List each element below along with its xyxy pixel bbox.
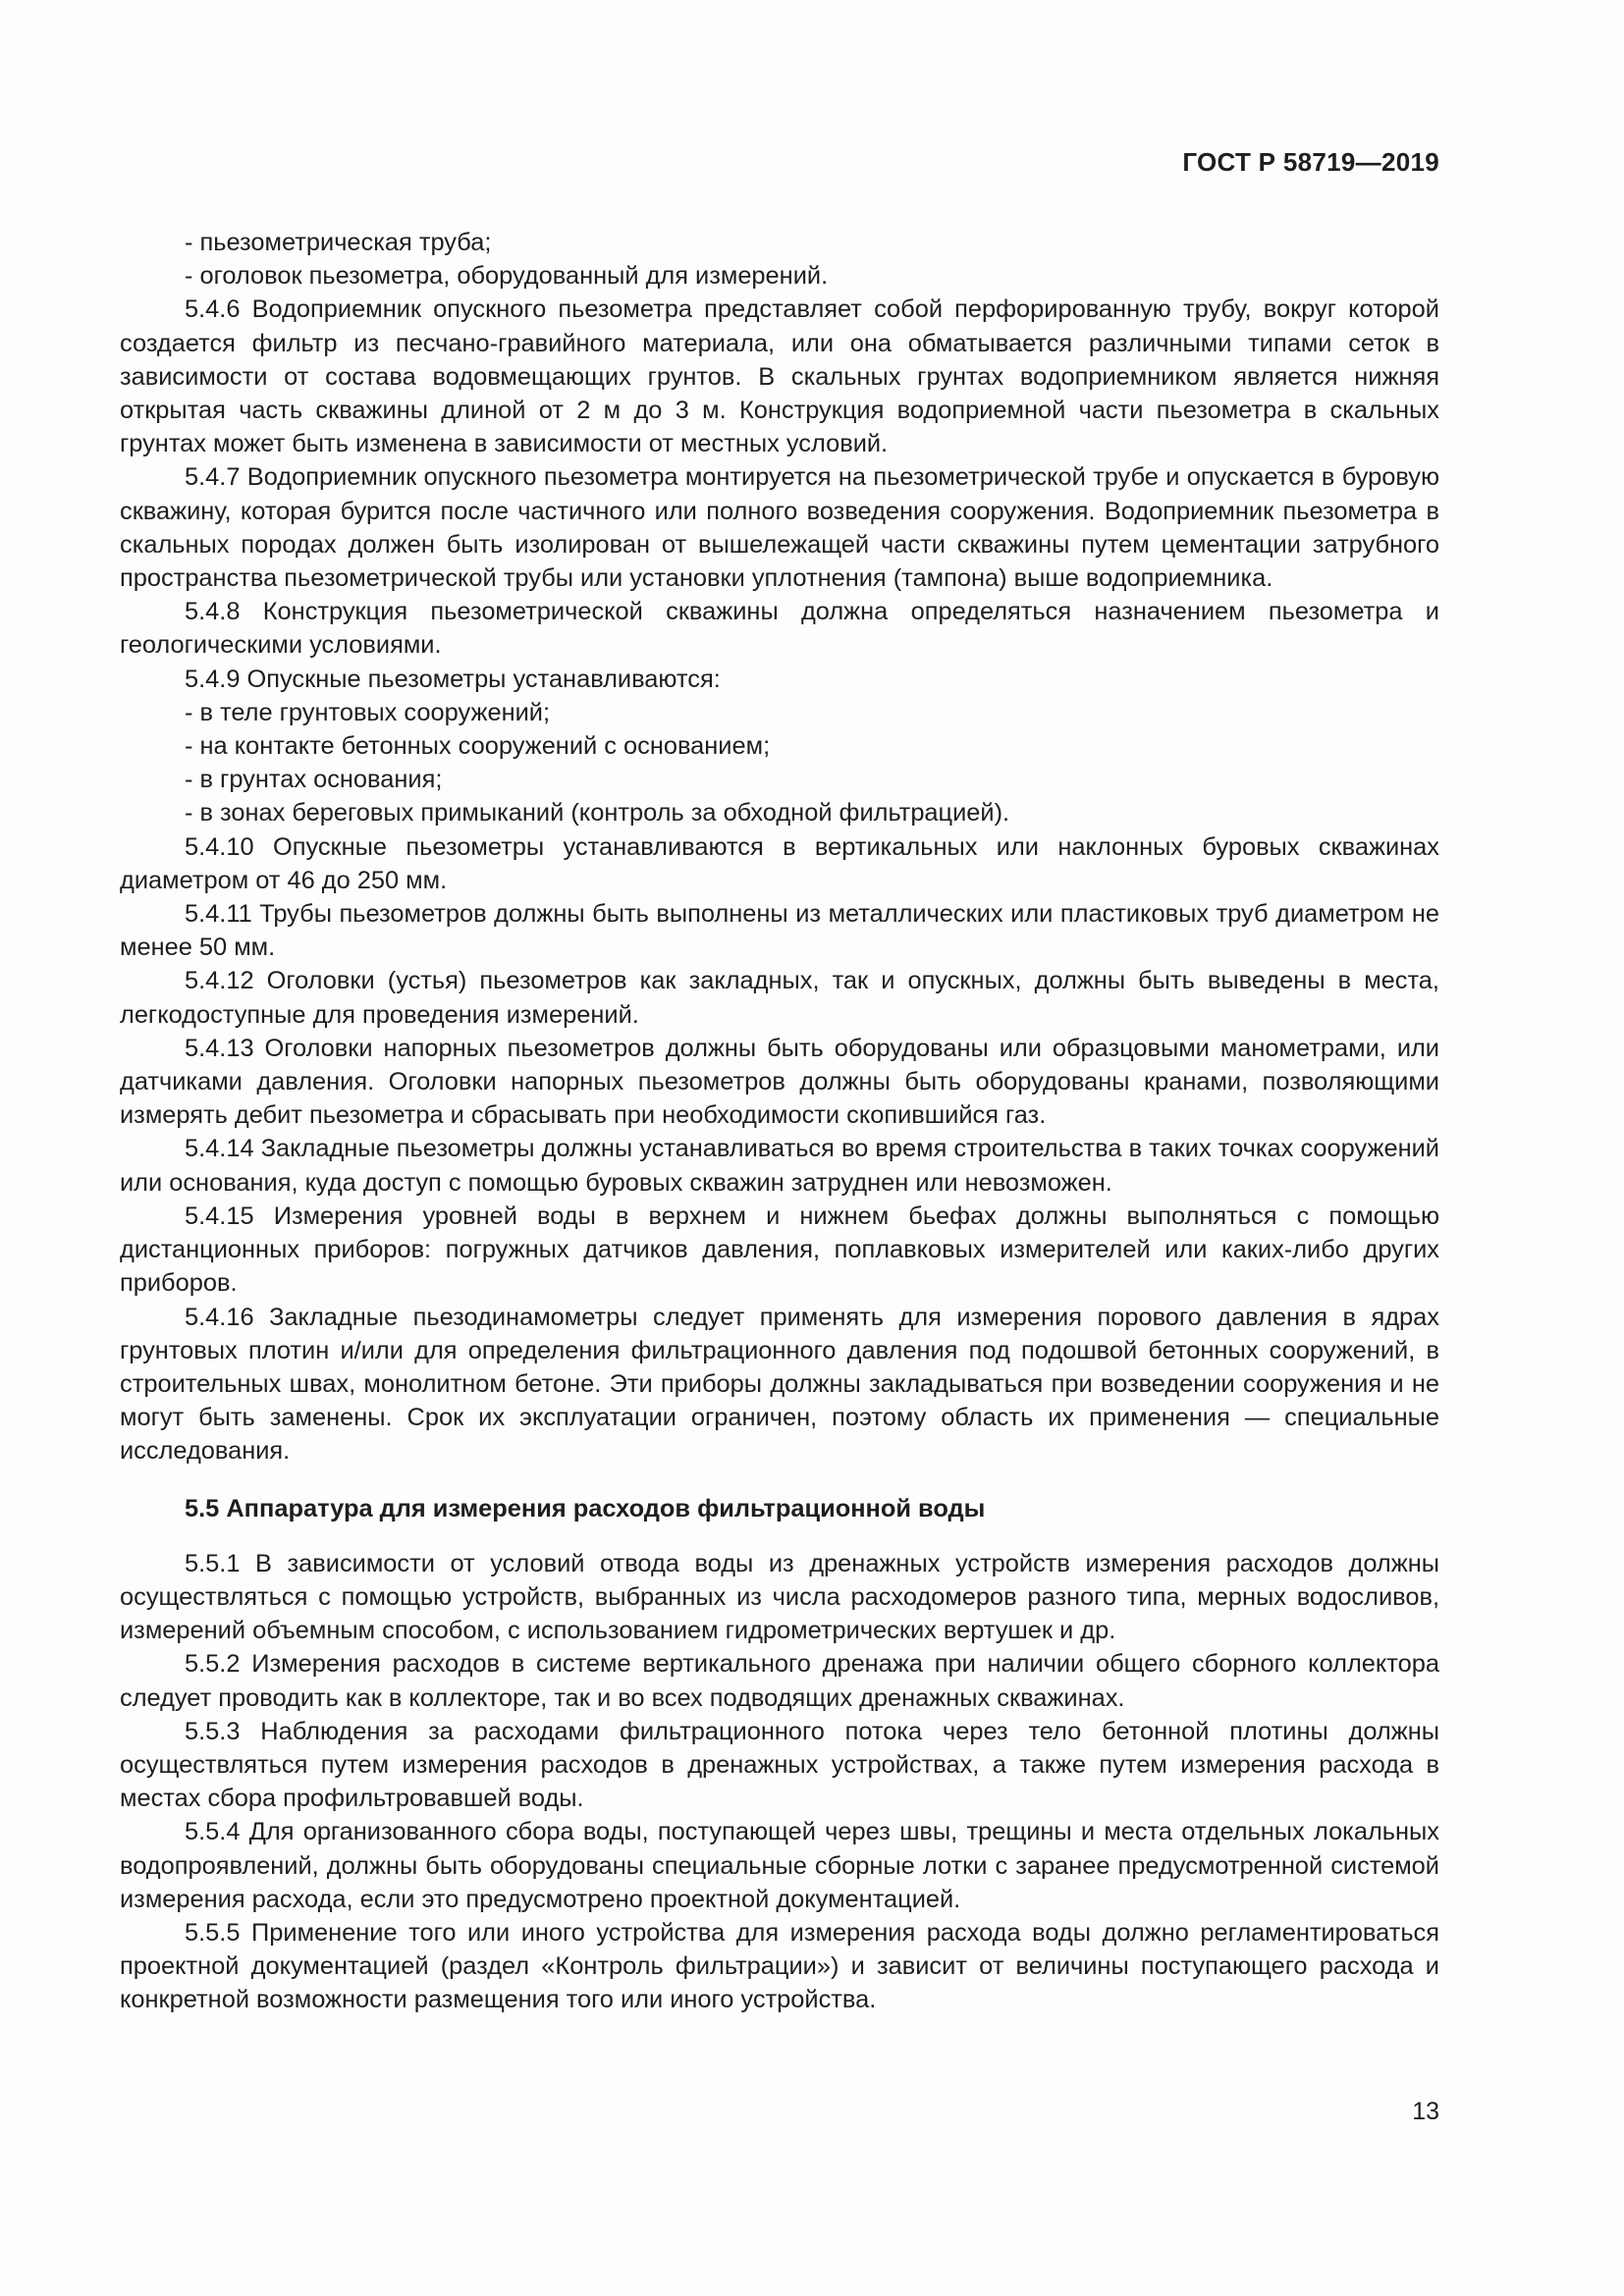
clause-5-4-8: 5.4.8 Конструкция пьезометрической скважины должна определяться назначением пьезометра и геологическими условиями. xyxy=(120,598,1439,660)
page-body xyxy=(120,226,1439,2017)
clause-5-4-16: 5.4.16 Закладные пьезодинамометры следует применять для измерения порового давления в ядрах грунтовых плотин и/или для определения фильтрационного давления под подошвой бетонных сооружений, в строительных швах, монолитном бетоне. Эти приборы должны закладываться при возведении сооружения и не могут быть заменены. Срок их эксплуатации ограничен, поэтому область их применения — специальные исследования. xyxy=(120,1303,1439,1466)
clause-5-4-12: 5.4.12 Оголовки (устья) пьезометров как закладных, так и опускных, должны быть выведены в места, легкодоступные для проведения измерений. xyxy=(120,967,1439,1029)
document-code: ГОСТ Р 58719—2019 xyxy=(1182,147,1439,177)
clause-5-5-2: 5.5.2 Измерения расходов в системе вертикального дренажа при наличии общего сборного коллектора следует проводить как в коллекторе, так и во всех подводящих дренажных скважинах. xyxy=(120,1650,1439,1712)
list-item: - пьезометрическая труба; xyxy=(185,229,492,256)
clause-5-4-7: 5.4.7 Водоприемник опускного пьезометра монтируется на пьезометрической трубе и опускается в буровую скважину, которая бурится после частичного или полного возведения сооружения. Водоприемник пьезометра в скальных породах должен быть изолирован от вышележащей части скважины путем цементации затрубного пространства пьезометрической трубы или установки уплотнения (тампона) выше водоприемника. xyxy=(120,463,1439,593)
clause-5-5-1: 5.5.1 В зависимости от условий отвода воды из дренажных устройств измерения расходов должны осуществляться с помощью устройств, выбранных из числа расходомеров разного типа, мерных водосливов, измерений объемным способом, с использованием гидрометрических вертушек и др. xyxy=(120,1549,1439,1645)
clause-5-4-6: 5.4.6 Водоприемник опускного пьезометра представляет собой перфорированную трубу, вокруг которой создается фильтр из песчано-гравийного материала, или она обматывается различными типами сеток в зависимости от состава водовмещающих грунтов. В скальных грунтах водоприемником является нижняя открытая часть скважины длиной от 2 м до 3 м. Конструкция водоприемной части пьезометра в скальных грунтах может быть изменена в зависимости от местных условий. xyxy=(120,295,1439,458)
page-number: 13 xyxy=(1412,2098,1439,2125)
list-item: - в зонах береговых примыканий (контроль за обходной фильтрацией). xyxy=(185,799,1010,828)
section-heading: 5.5 Аппаратура для измерения расходов фильтрационной воды xyxy=(185,1494,986,1522)
list-item: - в грунтах основания; xyxy=(185,766,443,794)
clause-5-5-3: 5.5.3 Наблюдения за расходами фильтрационного потока через тело бетонной плотины должны осуществляться путем измерения расходов в дренажных устройствах, а также путем измерения расхода в местах сбора профильтровавшей воды. xyxy=(120,1717,1439,1813)
clause-5-4-13: 5.4.13 Оголовки напорных пьезометров должны быть оборудованы или образцовыми манометрами, или датчиками давления. Оголовки напорных пьезометров должны быть оборудованы кранами, позволяющими измерять дебит пьезометра и сбрасывать при необходимости скопившийся газ. xyxy=(120,1034,1439,1130)
list-item: - оголовок пьезометра, оборудованный для измерений. xyxy=(185,262,829,291)
clause-5-5-5: 5.5.5 Применение того или иного устройства для измерения расхода воды должно регламентироваться проектной документацией (раздел «Контроль фильтрации») и зависит от величины поступающего расхода и конкретной возможности размещения того или иного устройства. xyxy=(120,1918,1439,2014)
clause-5-4-14: 5.4.14 Закладные пьезометры должны устанавливаться во время строительства в таких точках сооружений или основания, куда доступ с помощью буровых скважин затруднен или невозможен. xyxy=(120,1135,1439,1197)
clause-5-4-11: 5.4.11 Трубы пьезометров должны быть выполнены из металлических или пластиковых труб диаметром не менее 50 мм. xyxy=(120,900,1439,962)
clause-5-4-10: 5.4.10 Опускные пьезометры устанавливаются в вертикальных или наклонных буровых скважинах диаметром от 46 до 250 мм. xyxy=(120,832,1439,894)
clause-5-4-15: 5.4.15 Измерения уровней воды в верхнем и нижнем бьефах должны выполняться с помощью дистанционных приборов: погружных датчиков давления, поплавковых измерителей или каких-либо других приборов. xyxy=(120,1201,1439,1298)
list-item: - на контакте бетонных сооружений с основанием; xyxy=(185,732,771,761)
clause-5-5-4: 5.5.4 Для организованного сбора воды, поступающей через швы, трещины и места отдельных локальных водопроявлений, должны быть оборудованы специальные сборные лотки с заранее предусмотренной системой измерения расхода, если это предусмотрено проектной документацией. xyxy=(120,1818,1439,1913)
list-item: - в теле грунтовых сооружений; xyxy=(185,698,551,726)
clause-5-4-9: 5.4.9 Опускные пьезометры устанавливаются: xyxy=(185,665,721,693)
